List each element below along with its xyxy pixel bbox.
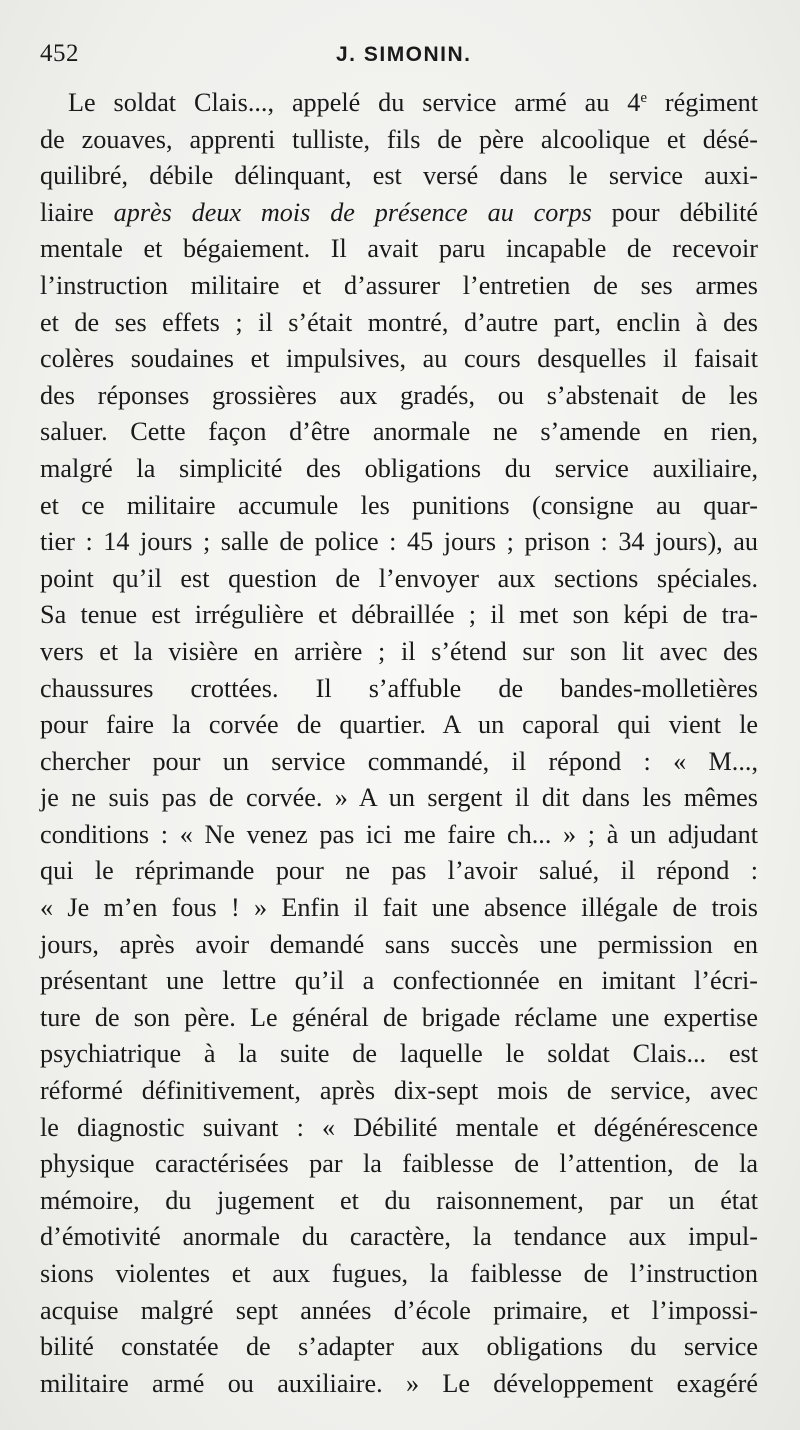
text-line: ture de son père. Le général de brigade réclame une expertise <box>40 1002 758 1032</box>
text-line: tier : 14 jours ; salle de police : 45 jours ; prison : 34 jours), au <box>40 527 758 557</box>
text-line: présentant une lettre qu’il a confectionnée en imitant l’écri- <box>40 966 758 996</box>
text-line: conditions : « Ne venez pas ici me faire ch... » ; à un adjudant <box>40 819 758 849</box>
text-line: mémoire, du jugement et du raisonnement, par un état <box>40 1185 758 1215</box>
text-line: jours, après avoir demandé sans succès une permission en <box>40 929 758 959</box>
text-line: des réponses grossières aux gradés, ou s’abstenait de les <box>40 380 758 410</box>
text-line: je ne suis pas de corvée. » A un sergent il dit dans les mêmes <box>40 783 758 813</box>
text-line: bilité constatée de s’adapter aux obligations du service <box>40 1332 758 1362</box>
text-line: le diagnostic suivant : « Débilité mentale et dégénérescence <box>40 1112 758 1142</box>
text-line: « Je m’en fous ! » Enfin il fait une absence illégale de trois <box>40 893 758 923</box>
text-segment: pour débilité <box>591 197 758 227</box>
text-line: réformé définitivement, après dix-sept mois de service, avec <box>40 1076 758 1106</box>
text-line: mentale et bégaiement. Il avait paru incapable de recevoir <box>40 234 758 264</box>
text-line: point qu’il est question de l’envoyer aux sections spéciales. <box>40 563 758 593</box>
text-line: pour faire la corvée de quartier. A un caporal qui vient le <box>40 710 758 740</box>
text-line: psychiatrique à la suite de laquelle le soldat Clais... est <box>40 1039 758 1069</box>
text-line: l’instruction militaire et d’assurer l’entretien de ses armes <box>40 270 758 300</box>
page-number: 452 <box>40 40 79 67</box>
text-line: qui le réprimande pour ne pas l’avoir salué, il répond : <box>40 856 758 886</box>
text-line: colères soudaines et impulsives, au cours desquelles il faisait <box>40 344 758 374</box>
text-line: quilibré, débile délinquant, est versé dans le service auxi- <box>40 161 758 191</box>
running-title: J. SIMONIN. <box>336 43 472 66</box>
body-text <box>40 85 758 1402</box>
text-line: Sa tenue est irrégulière et débraillée ; il met son képi de tra- <box>40 600 758 630</box>
text-line: vers et la visière en arrière ; il s’étend sur son lit avec des <box>40 636 758 666</box>
text-line: saluer. Cette façon d’être anormale ne s’amende en rien, <box>40 417 758 447</box>
text-line: chaussures crottées. Il s’affuble de bandes-molletières <box>40 673 758 703</box>
text-line: malgré la simplicité des obligations du service auxiliaire, <box>40 453 758 483</box>
text-line: de zouaves, apprenti tulliste, fils de père alcoolique et désé- <box>40 124 758 154</box>
text-line: acquise malgré sept années d’école primaire, et l’impossi- <box>40 1295 758 1325</box>
text-line: et de ses effets ; il s’était montré, d’autre part, enclin à des <box>40 307 758 337</box>
italic-phrase: après deux mois de présence au corps <box>113 197 592 227</box>
text-line <box>40 195 758 232</box>
running-head <box>40 40 760 74</box>
text-segment: liaire <box>40 197 114 227</box>
text-line: militaire armé ou auxiliaire. » Le développement exagéré <box>40 1368 758 1398</box>
text-line: et ce militaire accumule les punitions (consigne au quar- <box>40 490 758 520</box>
text-line: sions violentes et aux fugues, la faiblesse de l’instruction <box>40 1259 758 1288</box>
text-line: Le soldat Clais..., appelé du service armé au 4e régiment <box>68 88 759 117</box>
text-line: d’émotivité anormale du caractère, la tendance aux impul- <box>40 1222 758 1252</box>
text-line: physique caractérisées par la faiblesse de l’attention, de la <box>40 1149 758 1179</box>
ordinal-suffix: e <box>640 90 648 106</box>
text-line: chercher pour un service commandé, il répond : « M..., <box>40 746 758 776</box>
